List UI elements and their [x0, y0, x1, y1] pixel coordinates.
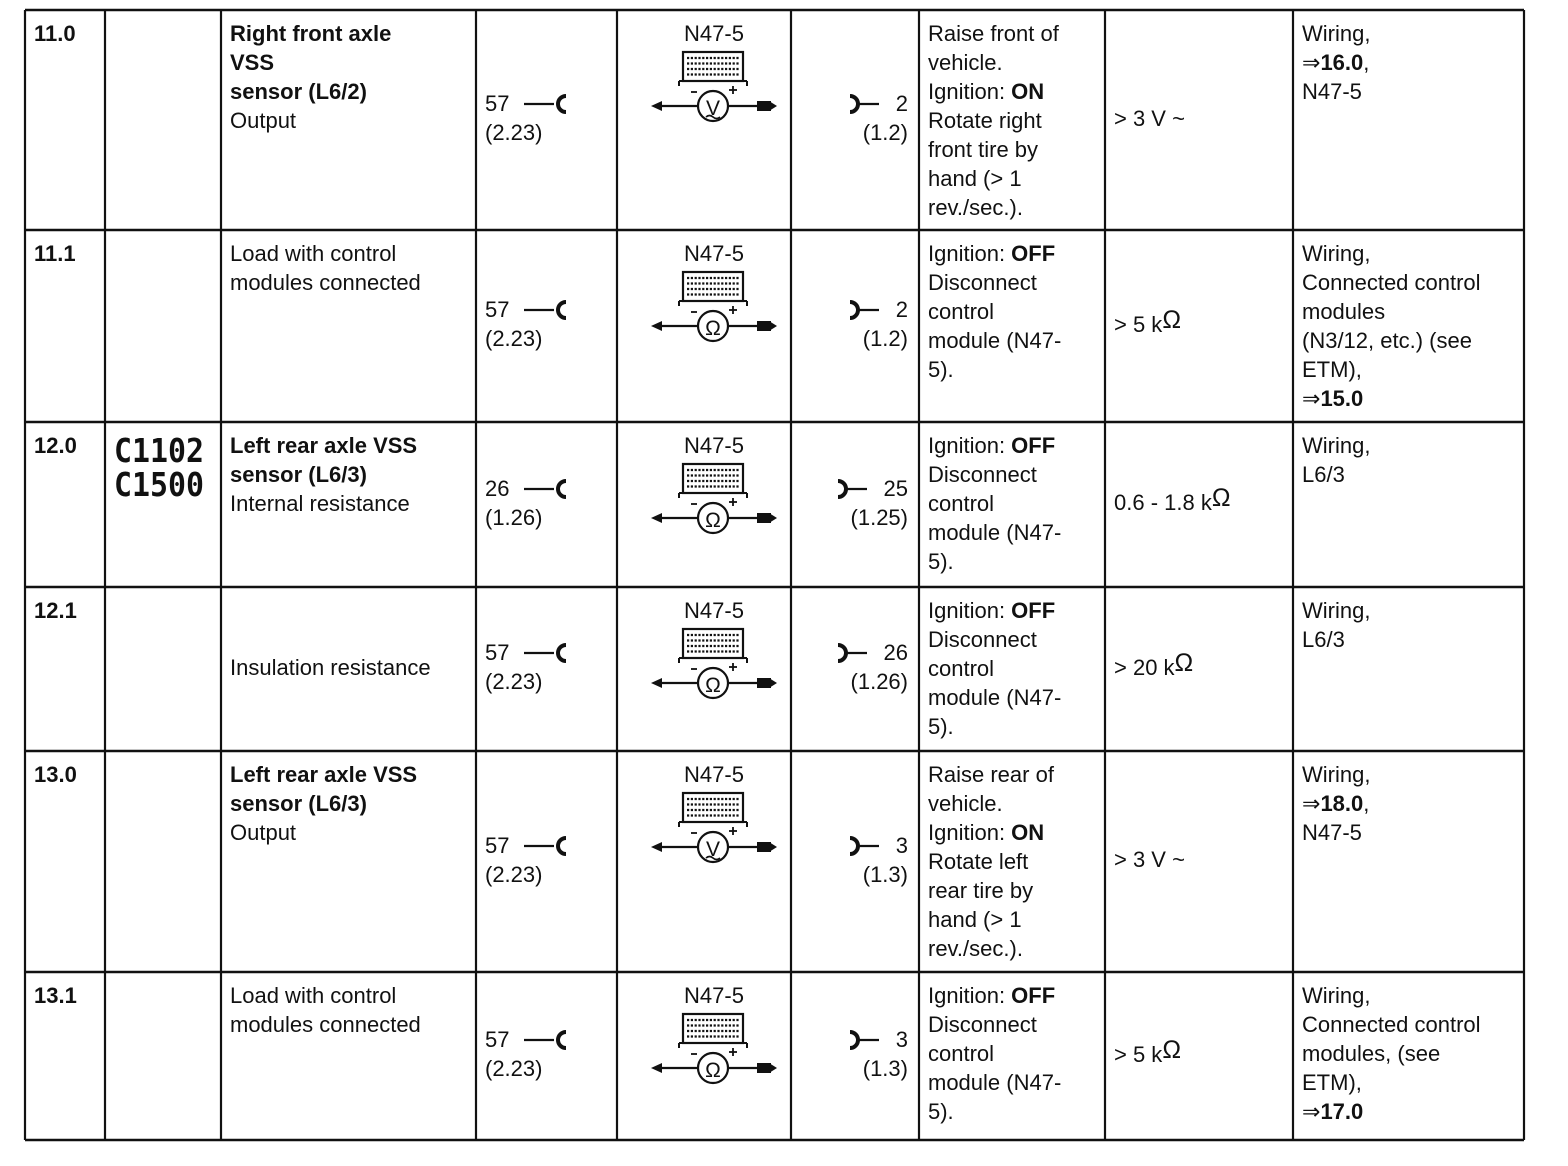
text-line [928, 683, 1061, 712]
nominal-value-text: > 20 k [1114, 654, 1175, 680]
svg-text:Ω: Ω [705, 317, 721, 340]
text-run: Ignition: [928, 79, 1012, 104]
socket-connector-icon [522, 94, 570, 114]
pin-right-sub: (1.3) [862, 1056, 908, 1081]
module-label: N47-5 [684, 983, 744, 1008]
text-line [928, 489, 1061, 518]
bold-value: 17.0 [1320, 1099, 1364, 1124]
pin-left-sub: (2.23) [485, 1056, 543, 1081]
text-run: Disconnect [928, 1012, 1037, 1037]
step-number: 11.0 [34, 21, 76, 46]
text-run: Disconnect [928, 462, 1037, 487]
component-description [230, 239, 421, 297]
text-line [928, 239, 1061, 268]
text-run: vehicle. [928, 791, 1003, 816]
text-run: Ignition: [928, 241, 1012, 266]
text-line [1302, 239, 1481, 268]
pin-right-number: 2 [895, 91, 908, 116]
text-run: rev./sec.). [928, 936, 1023, 961]
step-number: 12.1 [34, 598, 77, 623]
test-conditions [928, 239, 1061, 384]
text-line [928, 106, 1059, 135]
nominal-value-text: > 5 k [1114, 311, 1163, 337]
text-line [1302, 19, 1370, 48]
svg-text:V: V [705, 97, 721, 120]
text-run: ⇒ [1302, 1099, 1321, 1124]
fault-code-display [114, 468, 206, 500]
text-line [928, 760, 1054, 789]
nominal-value [1114, 845, 1185, 874]
text-line [928, 164, 1059, 193]
text-run: ⇒ [1302, 791, 1321, 816]
pin-right-number: 25 [883, 475, 908, 501]
component-title: sensor (L6/3) [230, 791, 367, 816]
text-run: modules, (see [1302, 1041, 1441, 1066]
pin-left-sub: (2.23) [485, 669, 543, 694]
plug-connector-icon [847, 300, 881, 320]
pin-left-number: 57 [485, 640, 510, 665]
module-label: N47-5 [684, 598, 744, 623]
text-run: rev./sec.). [928, 195, 1023, 220]
text-run: Wiring, [1302, 21, 1371, 46]
pin-left-number: 57 [485, 1027, 510, 1052]
text-line [928, 1039, 1061, 1068]
text-run: modules [1302, 299, 1386, 324]
nominal-value-text: > 3 V ~ [1114, 847, 1185, 872]
bold-value: OFF [1011, 433, 1056, 458]
test-description: Load with control [230, 983, 397, 1008]
component-title: Left rear axle VSS [230, 433, 418, 458]
text-run: Rotate left [928, 849, 1029, 874]
bold-value: OFF [1011, 598, 1056, 623]
text-line [928, 355, 1061, 384]
nominal-value-text: > 3 V ~ [1114, 105, 1185, 131]
bold-value: OFF [1011, 241, 1056, 266]
text-line [928, 19, 1059, 48]
pin-left-number: 57 [485, 832, 510, 858]
text-run: Wiring, [1302, 598, 1371, 623]
text-run: module (N47- [928, 520, 1062, 545]
text-line [928, 77, 1059, 106]
text-line [928, 460, 1061, 489]
bold-value: ON [1011, 820, 1045, 845]
text-run: L6/3 [1302, 462, 1345, 487]
component-title: Left rear axle VSS [230, 762, 418, 787]
text-run: hand (> 1 [928, 907, 1022, 932]
text-run: Disconnect [928, 627, 1037, 652]
component-title: sensor (L6/3) [230, 462, 367, 487]
test-description: Internal resistance [230, 491, 410, 516]
text-line [1302, 268, 1481, 297]
text-run: Wiring, [1302, 241, 1371, 266]
socket-connector-icon [522, 300, 570, 320]
socket-connector-icon [522, 479, 570, 499]
text-line [928, 1068, 1061, 1097]
component-title: sensor (L6/2) [230, 79, 367, 104]
module-label: N47-5 [684, 433, 744, 458]
pin-right-sub: (1.2) [862, 326, 908, 351]
text-run: ETM), [1302, 357, 1362, 382]
text-run: N47-5 [1302, 820, 1362, 845]
test-conditions [928, 981, 1061, 1126]
text-line [1302, 981, 1481, 1010]
text-run: L6/3 [1302, 627, 1345, 652]
text-run: ETM), [1302, 1070, 1362, 1095]
text-run: , [1363, 50, 1370, 75]
text-run: Connected control [1302, 270, 1481, 295]
text-run: control [928, 491, 995, 516]
text-line [1302, 48, 1370, 77]
text-line [928, 847, 1054, 876]
text-line [928, 625, 1061, 654]
pin-right-number: 3 [895, 832, 908, 858]
module-label: N47-5 [684, 21, 744, 46]
step-number: 11.1 [34, 241, 76, 266]
plug-connector-icon [835, 643, 869, 663]
component-description [230, 981, 421, 1039]
text-line [928, 518, 1061, 547]
text-run: 5). [928, 357, 954, 382]
ohmmeter-icon [649, 270, 779, 362]
voltmeter-icon [649, 791, 779, 883]
remedy [1302, 431, 1370, 489]
text-line [1302, 297, 1481, 326]
text-run: Ignition: [928, 433, 1012, 458]
text-line [928, 48, 1059, 77]
pin-left-number: 26 [485, 475, 510, 501]
nominal-value [1114, 1035, 1182, 1069]
nominal-value-text: > 5 k [1114, 1041, 1163, 1067]
text-run: Wiring, [1302, 762, 1371, 787]
text-run: module (N47- [928, 1070, 1062, 1095]
step-number: 13.1 [34, 983, 77, 1008]
fault-code-display [114, 434, 206, 466]
text-run: front tire by [928, 137, 1039, 162]
text-line [928, 1097, 1061, 1126]
text-line [1302, 625, 1370, 654]
test-conditions [928, 19, 1059, 222]
component-description [230, 760, 417, 847]
pin-right-sub: (1.2) [862, 120, 908, 145]
text-line [1302, 596, 1370, 625]
component-title: VSS [230, 50, 275, 75]
text-line [1302, 326, 1481, 355]
text-run: Disconnect [928, 270, 1037, 295]
ohmmeter-icon [649, 462, 779, 554]
socket-connector-icon [522, 643, 570, 663]
plug-connector-icon [847, 836, 881, 856]
test-description: Output [230, 108, 297, 133]
pin-left-number: 57 [485, 91, 510, 116]
text-line [928, 712, 1061, 741]
pin-left-sub: (1.26) [485, 504, 543, 530]
text-line [928, 268, 1061, 297]
voltmeter-icon [649, 50, 779, 142]
ohmmeter-icon [649, 1012, 779, 1104]
pin-left-number: 57 [485, 297, 510, 322]
text-line [1302, 355, 1481, 384]
svg-text:Ω: Ω [705, 509, 721, 532]
text-line [928, 876, 1054, 905]
ohm-unit: Ω [1174, 648, 1194, 677]
module-label: N47-5 [684, 241, 744, 266]
text-line [928, 934, 1054, 963]
pin-left-sub: (2.23) [485, 861, 543, 887]
svg-text:Ω: Ω [705, 1059, 721, 1082]
remedy [1302, 760, 1370, 847]
bold-value: 16.0 [1320, 50, 1364, 75]
text-line [928, 193, 1059, 222]
text-line [928, 135, 1059, 164]
text-run: 5). [928, 1099, 954, 1124]
test-description: Load with control [230, 241, 397, 266]
ohm-unit: Ω [1162, 305, 1182, 334]
remedy [1302, 19, 1370, 106]
text-run: Connected control [1302, 1012, 1481, 1037]
text-line [1302, 1097, 1481, 1126]
text-run: control [928, 656, 995, 681]
remedy [1302, 239, 1481, 413]
nominal-value [1114, 484, 1231, 517]
component-description [230, 653, 431, 682]
bold-value: 15.0 [1320, 386, 1364, 411]
ohm-unit: Ω [1211, 484, 1231, 512]
text-run: Wiring, [1302, 983, 1371, 1008]
svg-text:C1102: C1102 [114, 434, 204, 466]
bold-value: OFF [1011, 983, 1056, 1008]
pin-right-number: 26 [883, 640, 908, 665]
test-conditions [928, 596, 1061, 741]
text-run: Raise rear of [928, 762, 1054, 787]
test-description: modules connected [230, 270, 421, 295]
component-title: Right front axle [230, 21, 392, 46]
text-run: Wiring, [1302, 433, 1371, 458]
svg-text:Ω: Ω [705, 674, 721, 697]
text-line [928, 1010, 1061, 1039]
text-line [1302, 77, 1370, 106]
text-run: vehicle. [928, 50, 1003, 75]
step-number: 12.0 [34, 433, 77, 458]
component-description [230, 431, 417, 518]
text-line [928, 596, 1061, 625]
text-run: , [1363, 791, 1370, 816]
svg-text:V: V [705, 838, 721, 861]
nominal-value [1114, 648, 1194, 682]
text-line [928, 297, 1061, 326]
text-run: control [928, 1041, 995, 1066]
pin-right-sub: (1.26) [850, 669, 908, 694]
text-line [928, 789, 1054, 818]
text-run: control [928, 299, 995, 324]
text-run: Rotate right [928, 108, 1042, 133]
nominal-value-text: 0.6 - 1.8 k [1114, 490, 1212, 515]
text-run: module (N47- [928, 685, 1062, 710]
text-line [928, 326, 1061, 355]
text-line [1302, 1039, 1481, 1068]
text-line [1302, 760, 1370, 789]
test-conditions [928, 760, 1054, 963]
test-description: Output [230, 820, 297, 845]
svg-text:C1500: C1500 [114, 468, 204, 500]
bold-value: 18.0 [1320, 791, 1364, 816]
nominal-value [1114, 305, 1182, 339]
text-line [1302, 1068, 1481, 1097]
remedy [1302, 981, 1481, 1126]
plug-connector-icon [847, 1030, 881, 1050]
pin-right-number: 2 [895, 297, 908, 322]
plug-connector-icon [847, 94, 881, 114]
pin-right-sub: (1.25) [850, 504, 908, 530]
ohm-unit: Ω [1162, 1035, 1182, 1064]
text-line [1302, 789, 1370, 818]
text-line [928, 654, 1061, 683]
component-description [230, 19, 391, 135]
pin-left-sub: (2.23) [485, 120, 543, 145]
socket-connector-icon [522, 836, 570, 856]
text-run: 5). [928, 549, 954, 574]
text-run: rear tire by [928, 878, 1034, 903]
nominal-value [1114, 104, 1185, 133]
text-run: 5). [928, 714, 954, 739]
module-label: N47-5 [684, 762, 744, 787]
pin-left-sub: (2.23) [485, 326, 543, 351]
test-description: modules connected [230, 1012, 421, 1037]
bold-value: ON [1011, 79, 1045, 104]
socket-connector-icon [522, 1030, 570, 1050]
text-line [1302, 431, 1370, 460]
pin-right-sub: (1.3) [862, 861, 908, 887]
text-run: Ignition: [928, 983, 1012, 1008]
text-run: Ignition: [928, 820, 1012, 845]
text-line [928, 547, 1061, 576]
text-line [928, 981, 1061, 1010]
text-run: module (N47- [928, 328, 1062, 353]
plug-connector-icon [835, 479, 869, 499]
text-run: ⇒ [1302, 50, 1321, 75]
text-run: hand (> 1 [928, 166, 1022, 191]
test-conditions [928, 431, 1061, 576]
text-line [928, 818, 1054, 847]
text-line [1302, 384, 1481, 413]
test-description: Insulation resistance [230, 654, 431, 680]
text-run: ⇒ [1302, 386, 1321, 411]
text-run: (N3/12, etc.) (see [1302, 328, 1472, 353]
text-line [1302, 818, 1370, 847]
text-line [1302, 1010, 1481, 1039]
pin-right-number: 3 [895, 1027, 908, 1052]
text-line [1302, 460, 1370, 489]
text-run: Raise front of [928, 21, 1059, 46]
step-number: 13.0 [34, 762, 77, 787]
text-run: Ignition: [928, 598, 1012, 623]
text-line [928, 905, 1054, 934]
text-line [928, 431, 1061, 460]
ohmmeter-icon [649, 627, 779, 719]
remedy [1302, 596, 1370, 654]
text-run: N47-5 [1302, 79, 1362, 104]
